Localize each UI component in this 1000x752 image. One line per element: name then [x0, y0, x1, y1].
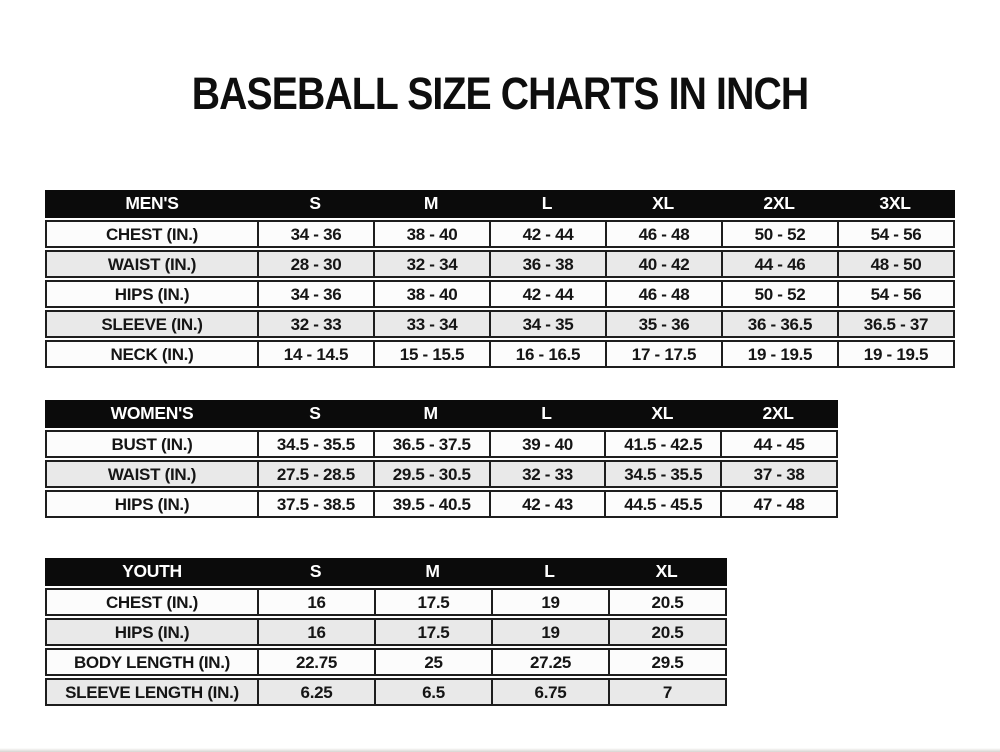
table-row [45, 678, 727, 706]
size-column-header: XL [655, 561, 678, 582]
size-value: 41.5 - 42.5 [604, 432, 720, 456]
size-value: 38 - 40 [373, 282, 489, 306]
page-title: BASEBALL SIZE CHARTS IN INCH [191, 68, 809, 119]
table-row [45, 588, 727, 616]
youth-size-table [45, 558, 727, 708]
size-value: 42 - 44 [489, 282, 605, 306]
size-value: 34 - 35 [489, 312, 605, 336]
size-value: 44.5 - 45.5 [604, 492, 720, 516]
table-row [45, 460, 838, 488]
size-value: 46 - 48 [605, 282, 721, 306]
size-value: 35 - 36 [605, 312, 721, 336]
size-value: 44 - 46 [721, 252, 837, 276]
row-label: HIPS (IN.) [114, 622, 190, 642]
womens-size-table [45, 400, 838, 520]
size-value: 54 - 56 [837, 222, 953, 246]
size-value: 16 - 16.5 [489, 342, 605, 366]
size-value: 48 - 50 [837, 252, 953, 276]
table-row [45, 618, 727, 646]
size-value: 34 - 36 [257, 222, 373, 246]
size-value: 17.5 [374, 590, 491, 614]
size-column-header: S [309, 403, 321, 424]
size-value: 29.5 [608, 650, 725, 674]
size-value: 6.25 [257, 680, 374, 704]
size-column-header: M [423, 403, 438, 424]
size-value: 39 - 40 [489, 432, 605, 456]
size-value: 19 [491, 590, 608, 614]
row-label: SLEEVE LENGTH (IN.) [65, 682, 239, 702]
table-row [45, 280, 955, 308]
size-value: 19 - 19.5 [837, 342, 953, 366]
size-value: 54 - 56 [837, 282, 953, 306]
size-column-header: 3XL [879, 193, 911, 214]
size-value: 36.5 - 37.5 [373, 432, 489, 456]
size-value: 22.75 [257, 650, 374, 674]
table-row [45, 220, 955, 248]
size-value: 6.75 [491, 680, 608, 704]
size-value: 33 - 34 [373, 312, 489, 336]
row-label: SLEEVE (IN.) [101, 314, 203, 334]
size-value: 34.5 - 35.5 [257, 432, 373, 456]
size-value: 36.5 - 37 [837, 312, 953, 336]
row-label: NECK (IN.) [110, 344, 194, 364]
size-value: 39.5 - 40.5 [373, 492, 489, 516]
size-value: 38 - 40 [373, 222, 489, 246]
size-column-header: 2XL [762, 403, 794, 424]
size-value: 42 - 44 [489, 222, 605, 246]
mens-size-table [45, 190, 955, 370]
size-value: 32 - 34 [373, 252, 489, 276]
size-value: 6.5 [374, 680, 491, 704]
size-value: 25 [374, 650, 491, 674]
size-value: 16 [257, 620, 374, 644]
size-value: 32 - 33 [489, 462, 605, 486]
size-value: 47 - 48 [720, 492, 836, 516]
size-column-header: S [309, 561, 322, 582]
size-value: 34.5 - 35.5 [604, 462, 720, 486]
size-value: 14 - 14.5 [257, 342, 373, 366]
row-label: WAIST (IN.) [107, 464, 197, 484]
size-value: 42 - 43 [489, 492, 605, 516]
row-label: BODY LENGTH (IN.) [73, 652, 231, 672]
size-value: 20.5 [608, 620, 725, 644]
size-column-header: L [541, 193, 553, 214]
table-row [45, 430, 838, 458]
size-column-header: XL [651, 403, 674, 424]
size-column-header: M [425, 561, 440, 582]
table-row [45, 340, 955, 368]
size-value: 40 - 42 [605, 252, 721, 276]
table-row [45, 490, 838, 518]
size-value: 17 - 17.5 [605, 342, 721, 366]
womens-header-row [45, 400, 838, 428]
size-column-header: L [544, 561, 555, 582]
size-value: 50 - 52 [721, 222, 837, 246]
size-value: 36 - 36.5 [721, 312, 837, 336]
size-column-header: S [309, 193, 321, 214]
size-value: 19 [491, 620, 608, 644]
row-label: HIPS (IN.) [114, 284, 190, 304]
mens-header-label: MEN'S [125, 193, 179, 214]
size-value: 19 - 19.5 [721, 342, 837, 366]
scan-bottom-edge [0, 748, 1000, 752]
size-column-header: 2XL [763, 193, 795, 214]
size-value: 37 - 38 [720, 462, 836, 486]
size-value: 37.5 - 38.5 [257, 492, 373, 516]
row-label: BUST (IN.) [111, 434, 193, 454]
size-value: 27.25 [491, 650, 608, 674]
size-column-header: L [541, 403, 552, 424]
size-column-header: XL [652, 193, 674, 214]
size-value: 7 [608, 680, 725, 704]
size-column-header: M [423, 193, 439, 214]
size-value: 29.5 - 30.5 [373, 462, 489, 486]
size-value: 27.5 - 28.5 [257, 462, 373, 486]
table-row [45, 648, 727, 676]
row-label: WAIST (IN.) [107, 254, 197, 274]
row-label: HIPS (IN.) [114, 494, 190, 514]
size-value: 46 - 48 [605, 222, 721, 246]
size-value: 36 - 38 [489, 252, 605, 276]
size-value: 34 - 36 [257, 282, 373, 306]
womens-header-label: WOMEN'S [110, 403, 194, 424]
size-value: 44 - 45 [720, 432, 836, 456]
table-row [45, 310, 955, 338]
youth-header-row [45, 558, 727, 586]
size-value: 17.5 [374, 620, 491, 644]
size-value: 15 - 15.5 [373, 342, 489, 366]
row-label: CHEST (IN.) [105, 592, 199, 612]
size-value: 16 [257, 590, 374, 614]
size-value: 28 - 30 [257, 252, 373, 276]
youth-header-label: YOUTH [122, 561, 182, 582]
mens-header-row [45, 190, 955, 218]
table-row [45, 250, 955, 278]
size-value: 50 - 52 [721, 282, 837, 306]
size-value: 20.5 [608, 590, 725, 614]
row-label: CHEST (IN.) [105, 224, 199, 244]
size-value: 32 - 33 [257, 312, 373, 336]
